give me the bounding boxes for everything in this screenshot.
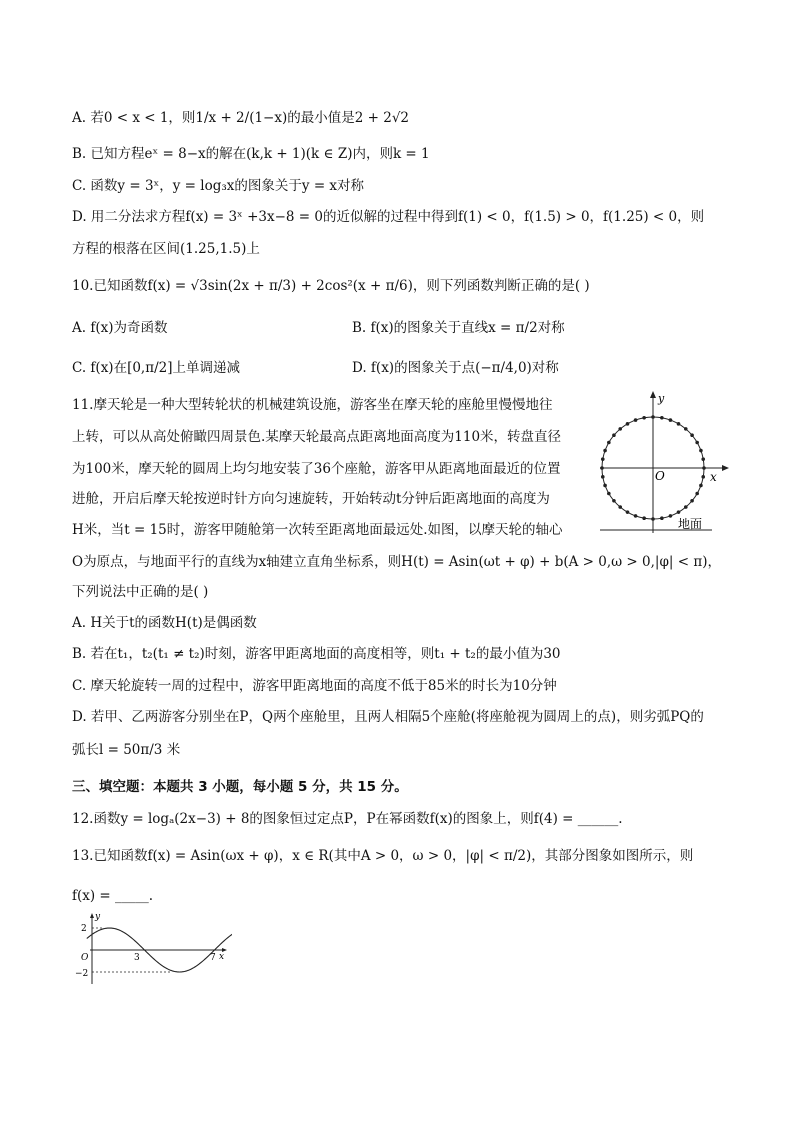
ground-label: 地面	[678, 517, 703, 531]
cabin-dot	[660, 516, 664, 520]
cabin-dot	[695, 492, 699, 496]
cabin-dot	[651, 517, 655, 521]
y-axis-arrow	[650, 391, 656, 398]
tick-7: 7	[210, 953, 216, 963]
cabin-dot	[690, 499, 694, 503]
cabin-dot	[607, 441, 611, 445]
tick-minus-2: −2	[75, 969, 89, 979]
q11-stem-line5: H米，当t = 15时，游客甲随舱第一次转至距离地面最远处.如图，以摩天轮的轴心	[72, 522, 563, 538]
ferris-wheel-figure	[592, 388, 732, 538]
q10-option-c: C. f(x)在[0,π/2]上单调递减	[72, 360, 240, 376]
cabin-dot	[607, 492, 611, 496]
q11-option-c: C. 摩天轮旋转一周的过程中，游客甲距离地面的高度不低于85米的时长为10分钟	[72, 678, 557, 694]
q10-option-b: B. f(x)的图象关于直线x = π/2对称	[352, 320, 565, 336]
q9-option-a: A. 若0 < x < 1，则1/x + 2/(1−x)的最小值是2 + 2√2	[72, 110, 410, 126]
cabin-dot	[634, 418, 638, 422]
cabin-dot	[603, 484, 607, 488]
q13-stem: 13.已知函数f(x) = Asin(ωx + φ)，x ∈ R(其中A > 0，ω > 0，|φ| < π/2)，其部分图象如图所示，则	[72, 848, 694, 864]
x-axis-label: x	[219, 952, 225, 962]
q11-option-b: B. 若在t₁，t₂(t₁ ≠ t₂)时刻，游客甲距离地面的高度相等，则t₁ + t₂的最小值为30	[72, 646, 561, 662]
cabin-dot	[669, 514, 673, 518]
cabin-dot	[684, 505, 688, 509]
q10-option-d: D. f(x)的图象关于点(−π/4,0)对称	[352, 360, 559, 376]
x-axis-arrow	[722, 465, 729, 471]
cabin-dot	[690, 433, 694, 437]
q11-stem-line1: 11.摩天轮是一种大型转轮状的机械建筑设施，游客坐在摩天轮的座舱里慢慢地往	[72, 397, 553, 413]
cabin-dot	[601, 457, 605, 461]
q12-stem: 12.函数y = logₐ(2x−3) + 8的图象恒过定点P，P在幂函数f(x)的图象上，则f(4) = ______.	[72, 811, 623, 827]
x-axis-label: x	[710, 470, 717, 484]
cabin-dot	[600, 466, 604, 470]
origin-label: O	[81, 953, 89, 963]
q11-option-d-cont: 弧长l = 50π/3 米	[72, 742, 181, 758]
cabin-dot	[677, 510, 681, 514]
cabin-dot	[603, 449, 607, 453]
tick-2: 2	[81, 924, 87, 934]
cabin-dot	[695, 441, 699, 445]
cabin-dot	[642, 416, 646, 420]
q9-option-b: B. 已知方程eˣ = 8−x的解在(k,k + 1)(k ∈ Z)内，则k = 1	[72, 146, 430, 162]
section-3-heading: 三、填空题：本题共 3 小题，每小题 5 分，共 15 分。	[72, 779, 408, 795]
cabin-dot	[651, 415, 655, 419]
tick-3: 3	[134, 953, 140, 963]
cabin-dot	[699, 484, 703, 488]
q11-stem-line3: 为100米，摩天轮的圆周上均匀地安装了36个座舱，游客甲从距离地面最近的位置	[72, 461, 561, 477]
cabin-dot	[626, 422, 630, 426]
q13-answer: f(x) = _____.	[72, 888, 154, 904]
q11-stem-line7: 下列说法中正确的是( )	[72, 584, 209, 600]
cabin-dot	[601, 475, 605, 479]
sine-graph-figure	[72, 910, 232, 986]
q9-option-d: D. 用二分法求方程f(x) = 3ˣ +3x−8 = 0的近似解的过程中得到f(1) < 0，f(1.5) > 0，f(1.25) < 0，则	[72, 209, 705, 225]
y-axis-arrow	[90, 913, 94, 918]
cabin-dot	[677, 422, 681, 426]
q11-option-a: A. H关于t的函数H(t)是偶函数	[72, 615, 257, 631]
cabin-dot	[701, 475, 705, 479]
q9-option-c: C. 函数y = 3ˣ，y = log₃x的图象关于y = x对称	[72, 178, 365, 194]
cabin-dot	[660, 416, 664, 420]
y-axis-label: y	[658, 392, 665, 405]
cabin-dot	[626, 510, 630, 514]
y-axis-label: y	[95, 912, 101, 922]
cabin-dot	[618, 427, 622, 431]
cabin-dot	[618, 505, 622, 509]
cabin-dot	[669, 418, 673, 422]
q9-option-d-cont: 方程的根落在区间(1.25,1.5)上	[72, 241, 260, 257]
cabin-dot	[634, 514, 638, 518]
cabin-dot	[684, 427, 688, 431]
q11-option-d: D. 若甲、乙两游客分别坐在P，Q两个座舱里，且两人相隔5个座舱(将座舱视为圆周上的点)，则劣弧PQ的	[72, 709, 704, 725]
q10-option-a: A. f(x)为奇函数	[72, 320, 168, 336]
origin-label: O	[655, 469, 665, 483]
cabin-dot	[642, 516, 646, 520]
cabin-dot	[702, 466, 706, 470]
q10-stem: 10.已知函数f(x) = √3sin(2x + π/3) + 2cos²(x + π/6)，则下列函数判断正确的是( )	[72, 278, 590, 294]
cabin-dot	[699, 449, 703, 453]
q11-stem-line4: 进舱，开启后摩天轮按逆时针方向匀速旋转，开始转动t分钟后距离地面的高度为	[72, 491, 550, 507]
q11-stem-line2: 上转，可以从高处俯瞰四周景色.某摩天轮最高点距离地面高度为110米，转盘直径	[72, 429, 562, 445]
cabin-dot	[701, 457, 705, 461]
cabin-dot	[612, 433, 616, 437]
cabin-dot	[612, 499, 616, 503]
q11-stem-line6: O为原点，与地面平行的直线为x轴建立直角坐标系，则H(t) = Asin(ωt + φ) + b(A > 0,ω > 0,|φ| < π)，	[72, 554, 722, 570]
